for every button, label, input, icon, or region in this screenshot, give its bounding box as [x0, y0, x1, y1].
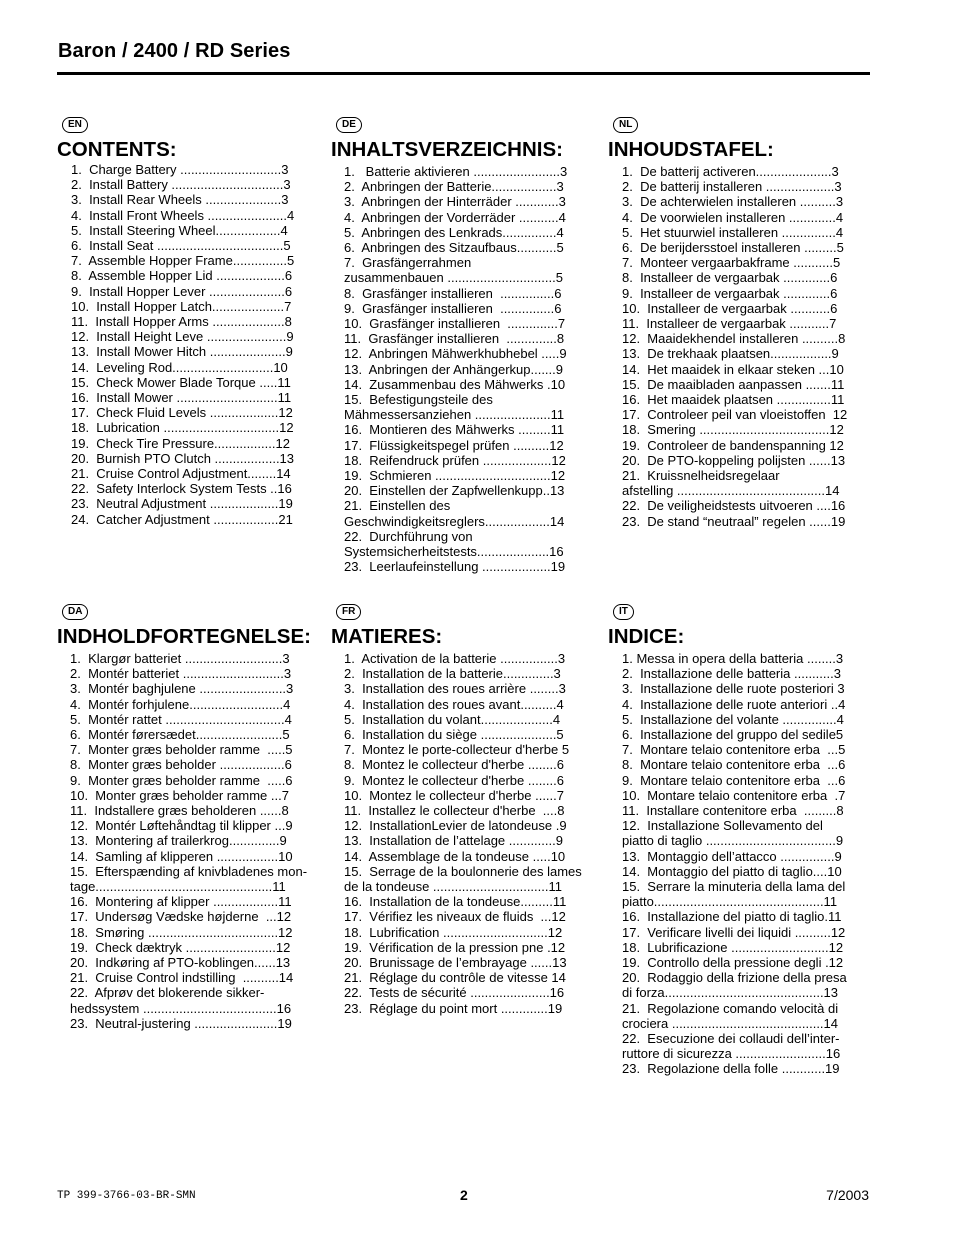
toc-entry: 18. Smøring ....................................12 [70, 924, 293, 940]
toc-entry: 22. De veiligheidstests uitvoeren ....16 [622, 498, 846, 514]
toc-entry: 18. Lubrification .............................12 [344, 924, 563, 940]
toc-list-it [622, 651, 847, 1077]
toc-entry: 14. Assemblage de la tondeuse .....10 [344, 848, 566, 864]
toc-entry: 15. Serrage de la boulonnerie des lames de la tondeuse ................................11 [344, 863, 582, 895]
toc-list-fr [344, 651, 582, 1016]
toc-entry: 16. Montieren des Mähwerks .........11 [344, 422, 565, 438]
toc-entry: 3. De achterwielen installeren ..........3 [622, 194, 844, 210]
toc-entry: 7. Grasfängerrahmen zusammenbauen ..............................5 [344, 255, 563, 286]
toc-entry: 16. Installazione del piatto di taglio.11 [622, 909, 842, 925]
toc-entry: 15. De maaibladen aanpassen .......11 [622, 376, 845, 392]
toc-entry: 13. Install Mower Hitch .....................9 [71, 344, 293, 360]
toc-entry: 2. Anbringen der Batterie..................3 [344, 179, 564, 195]
toc-entry: 12. Montér Løftehåndtag til klipper ...9 [70, 818, 293, 834]
toc-entry: 12. Maaidekhendel installeren ..........8 [622, 331, 846, 347]
toc-entry: 14. Montaggio del piatto di taglio....10 [622, 863, 842, 879]
toc-entry: 7. Assemble Hopper Frame...............5 [71, 253, 295, 269]
toc-entry: 9. Montez le collecteur d'herbe ........6 [344, 772, 564, 788]
toc-entry: 8. Assemble Hopper Lid ...................6 [71, 268, 293, 284]
toc-entry: 4. Install Front Wheels ......................4 [71, 207, 295, 223]
section-heading-fr: MATIERES: [331, 625, 443, 648]
toc-entry: 7. Monteer vergaarbakframe ...........5 [622, 255, 841, 271]
toc-entry: 7. Montez le porte-collecteur d'herbe 5 [344, 742, 570, 758]
language-badge-nl: NL [613, 117, 638, 133]
toc-entry: 20. Rodaggio della frizione della presa di forza............................................13 [622, 970, 847, 1001]
header-rule [57, 72, 870, 75]
toc-entry: 6. Anbringen des Sitzaufbaus...........5 [344, 240, 564, 256]
toc-entry: 8. Montez le collecteur d'herbe ........6 [344, 757, 564, 773]
toc-entry: 11. Grasfänger installieren ..............8 [344, 331, 565, 347]
toc-entry: 20. De PTO-koppeling polijsten ......13 [622, 452, 846, 468]
toc-entry: 20. Brunissage de l’embrayage ......13 [344, 955, 567, 971]
toc-entry: 8. Grasfänger installieren ...............6 [344, 285, 562, 301]
toc-entry: 5. Het stuurwiel installeren ...............4 [622, 224, 844, 240]
toc-entry: 5. Install Steering Wheel..................4 [71, 222, 288, 238]
toc-entry: 4. Installation des roues avant..........4 [344, 696, 564, 712]
toc-entry: 10. Monter græs beholder ramme ...7 [70, 787, 289, 803]
toc-entry: 17. Check Fluid Levels ...................12 [71, 405, 293, 421]
toc-entry: 22. Durchführung von Systemsicherheitstests....................16 [344, 528, 564, 560]
toc-entry: 3. Montér baghjulene ........................3 [70, 681, 294, 697]
document-code: TP 399-3766-03-BR-SMN [57, 1190, 196, 1202]
toc-entry: 8. Montare telaio contenitore erba ...6 [622, 757, 846, 773]
toc-entry: 13. Montaggio dell’attacco ...............9 [622, 848, 842, 864]
toc-entry: 8. Installeer de vergaarbak .............6 [622, 270, 838, 286]
toc-entry: 10. Grasfänger installieren ..............7 [344, 316, 566, 332]
toc-entry: 18. Lubrificazione ...........................12 [622, 939, 844, 955]
toc-entry: 6. Installation du siège .....................5 [344, 727, 564, 743]
toc-entry: 10. Montez le collecteur d'herbe ......7 [344, 787, 564, 803]
toc-entry: 13. Montering af trailerkrog..............9 [70, 833, 287, 849]
toc-entry: 3. Installation des roues arrière ........3 [344, 681, 566, 697]
toc-entry: 17. Vérifiez les niveaux de fluids ...12 [344, 909, 566, 925]
toc-entry: 2. Installation de la batterie..............3 [344, 666, 561, 682]
section-nl [608, 114, 847, 529]
toc-entry: 12. Anbringen Mähwerkhubhebel .....9 [344, 346, 567, 362]
section-en [57, 114, 294, 527]
toc-entry: 14. Leveling Rod............................10 [71, 359, 288, 375]
language-badge-it: IT [613, 604, 634, 620]
toc-entry: 15. Check Mower Blade Torque .....11 [71, 374, 291, 390]
toc-entry: 7. Montare telaio contenitore erba ...5 [622, 742, 846, 758]
toc-entry: 23. Leerlaufeinstellung ...................19 [344, 559, 566, 575]
toc-entry: 5. Installazione del volante ...............4 [622, 711, 844, 727]
toc-entry: 9. Monter græs beholder ramme .....6 [70, 772, 293, 788]
section-da [57, 601, 311, 1031]
toc-entry: 8. Monter græs beholder ..................6 [70, 757, 292, 773]
toc-entry: 6. Install Seat ...................................5 [71, 238, 291, 254]
toc-entry: 22. Esecuzione dei collaudi dell’inter- ruttore di sicurezza .........................16 [622, 1031, 841, 1062]
toc-entry: 4. Installazione delle ruote anteriori ..4 [622, 696, 846, 712]
toc-entry: 1. Charge Battery ............................3 [71, 162, 289, 177]
section-de [331, 114, 567, 574]
toc-entry: 2. Montér batteriet ............................3 [70, 666, 292, 682]
toc-entry: 20. Indkøring af PTO-koblingen......13 [70, 955, 291, 971]
toc-entry: 3. Install Rear Wheels .....................3 [71, 192, 289, 208]
toc-entry: 11. Install Hopper Arms ....................8 [71, 314, 292, 330]
toc-entry: 24. Catcher Adjustment ..................21 [71, 511, 293, 527]
toc-entry: 6. Installazione del gruppo del sedile5 [622, 727, 844, 743]
toc-entry: 16. Het maaidek plaatsen ...............11 [622, 392, 845, 408]
toc-entry: 22. Safety Interlock System Tests ..16 [71, 481, 292, 497]
toc-entry: 5. Installation du volant....................4 [344, 711, 561, 727]
section-heading-da: INDHOLDFORTEGNELSE: [57, 625, 311, 648]
toc-entry: 2. Installazione delle batteria ...........3 [622, 666, 841, 682]
toc-entry: 1. Messa in opera della batteria ........3 [622, 651, 844, 666]
toc-entry: 13. Anbringen der Anhängerkup.......9 [344, 361, 563, 377]
toc-entry: 12. InstallationLevier de latondeuse .9 [344, 818, 567, 834]
toc-entry: 19. Controleer de bandenspanning 12 [622, 437, 844, 453]
toc-entry: 15. Efterspænding af knivbladenes mon- tage.................................................11 [70, 863, 308, 895]
toc-entry: 17. Controleer peil van vloeistoffen 12 [622, 407, 848, 423]
section-heading-de: INHALTSVERZEICHNIS: [331, 138, 563, 161]
toc-entry: 22. Tests de sécurité ......................16 [344, 985, 565, 1001]
toc-entry: 21. Réglage du contrôle de vitesse 14 [344, 970, 566, 986]
toc-entry: 21. Einstellen des Geschwindigkeitsreglers..................14 [344, 498, 565, 529]
toc-entry: 22. Afprøv det blokerende sikker- hedssystem .....................................16 [70, 985, 292, 1016]
language-badge-en: EN [62, 117, 88, 133]
toc-entry: 18. Reifendruck prüfen ...................12 [344, 452, 566, 468]
section-fr [331, 601, 582, 1016]
toc-entry: 11. Installez le collecteur d'herbe ....8 [344, 803, 565, 819]
toc-entry: 19. Check Tire Pressure.................12 [71, 435, 290, 451]
toc-entry: 4. Anbringen der Vorderräder ...........4 [344, 209, 566, 225]
toc-entry: 17. Flüssigkeitspegel prüfen ..........12 [344, 437, 564, 453]
toc-entry: 9. Install Hopper Lever .....................6 [71, 283, 293, 299]
toc-entry: 6. De berijdersstoel installeren .........5 [622, 240, 844, 256]
toc-entry: 1. De batterij activeren.....................3 [622, 164, 839, 179]
toc-entry: 21. Regolazione comando velocità di crociera ..........................................14 [622, 1000, 839, 1031]
toc-entry: 16. Installation de la tondeuse.........11 [344, 894, 567, 910]
toc-list-da [70, 651, 311, 1031]
toc-entry: 19. Schmieren ................................12 [344, 468, 566, 484]
toc-entry: 11. Installeer de vergaarbak ...........7 [622, 316, 837, 332]
toc-entry: 12. Install Height Leve ......................9 [71, 329, 294, 345]
toc-entry: 17. Verificare livelli dei liquidi ..........12 [622, 924, 846, 940]
section-heading-it: INDICE: [608, 625, 685, 648]
toc-entry: 11. Installare contenitore erba .........8 [622, 803, 844, 819]
toc-entry: 6. Montér førersædet........................5 [70, 727, 290, 743]
toc-entry: 10. Install Hopper Latch....................7 [71, 298, 292, 314]
toc-entry: 23. Réglage du point mort .............19 [344, 1000, 563, 1016]
toc-entry: 1. Klargør batteriet ...........................3 [70, 651, 290, 666]
toc-entry: 4. De voorwielen installeren .............4 [622, 209, 844, 225]
toc-list-de [344, 164, 567, 574]
section-it [608, 601, 847, 1077]
toc-entry: 23. Regolazione della folle ............19 [622, 1061, 840, 1077]
publication-date: 7/2003 [826, 1187, 869, 1203]
toc-entry: 19. Check dæktryk .........................12 [70, 939, 291, 955]
toc-entry: 3. Anbringen der Hinterräder ............3 [344, 194, 566, 210]
toc-entry: 23. De stand “neutraal” regelen ......19 [622, 513, 846, 529]
toc-entry: 7. Monter græs beholder ramme .....5 [70, 742, 293, 758]
toc-entry: 5. Anbringen des Lenkrads...............4 [344, 224, 564, 240]
toc-entry: 13. De trekhaak plaatsen.................9 [622, 346, 839, 362]
toc-entry: 14. Het maaidek in elkaar steken ...10 [622, 361, 844, 377]
toc-entry: 17. Undersøg Vædske højderne ...12 [70, 909, 292, 925]
toc-entry: 10. Installeer de vergaarbak ...........6 [622, 300, 838, 316]
toc-entry: 12. Installazione Sollevamento del piatto di taglio ....................................9 [622, 818, 844, 849]
toc-entry: 18. Lubrication ................................12 [71, 420, 294, 436]
toc-entry: 20. Einstellen der Zapfwellenkupp..13 [344, 483, 565, 499]
toc-entry: 15. Serrare la minuteria della lama del piatto...............................................11 [622, 879, 846, 910]
toc-list-en [71, 162, 294, 527]
toc-entry: 1. Activation de la batterie ................3 [344, 651, 566, 666]
toc-entry: 23. Neutral-justering .......................19 [70, 1015, 292, 1031]
toc-entry: 15. Befestigungsteile des Mähmessersanziehen .....................11 [344, 392, 565, 423]
section-heading-nl: INHOUDSTAFEL: [608, 138, 774, 161]
toc-entry: 14. Samling af klipperen .................10 [70, 848, 293, 864]
toc-entry: 19. Vérification de la pression pne .12 [344, 939, 566, 955]
toc-entry: 13. Installation de l’attelage .............9 [344, 833, 563, 849]
toc-entry: 10. Montare telaio contenitore erba .7 [622, 787, 846, 803]
page-number: 2 [460, 1187, 468, 1203]
toc-entry: 21. Cruise Control indstilling ..........14 [70, 970, 294, 986]
toc-entry: 23. Neutral Adjustment ...................19 [71, 496, 293, 512]
toc-entry: 9. Grasfänger installieren ...............6 [344, 300, 562, 316]
toc-entry: 9. Installeer de vergaarbak .............6 [622, 285, 838, 301]
toc-entry: 9. Montare telaio contenitore erba ...6 [622, 772, 846, 788]
toc-entry: 18. Smering ....................................12 [622, 422, 844, 438]
toc-entry: 2. Install Battery ...............................3 [71, 177, 291, 193]
section-heading-en: CONTENTS: [57, 138, 177, 161]
toc-list-nl [622, 164, 847, 529]
language-badge-da: DA [62, 604, 88, 620]
toc-entry: 2. De batterij installeren ...................3 [622, 179, 842, 195]
language-badge-fr: FR [336, 604, 361, 620]
toc-entry: 5. Montér rattet .................................4 [70, 711, 292, 727]
language-badge-de: DE [336, 117, 362, 133]
toc-entry: 3. Installazione delle ruote posteriori 3 [622, 681, 845, 697]
toc-entry: 20. Burnish PTO Clutch ..................13 [71, 450, 295, 466]
toc-entry: 21. Kruissnelheidsregelaar afstelling .........................................14 [622, 468, 840, 499]
toc-entry: 16. Montering af klipper ..................11 [70, 894, 292, 910]
document-title: Baron / 2400 / RD Series [58, 40, 291, 62]
toc-entry: 21. Cruise Control Adjustment........14 [71, 466, 291, 482]
toc-entry: 19. Controllo della pressione degli .12 [622, 955, 844, 971]
toc-entry: 4. Montér forhjulene..........................4 [70, 696, 291, 712]
toc-entry: 14. Zusammenbau des Mähwerks .10 [344, 376, 566, 392]
toc-entry: 11. Indstallere græs beholderen ......8 [70, 803, 289, 819]
toc-entry: 1. Batterie aktivieren ........................3 [344, 164, 568, 179]
toc-entry: 16. Install Mower ............................11 [71, 390, 292, 406]
